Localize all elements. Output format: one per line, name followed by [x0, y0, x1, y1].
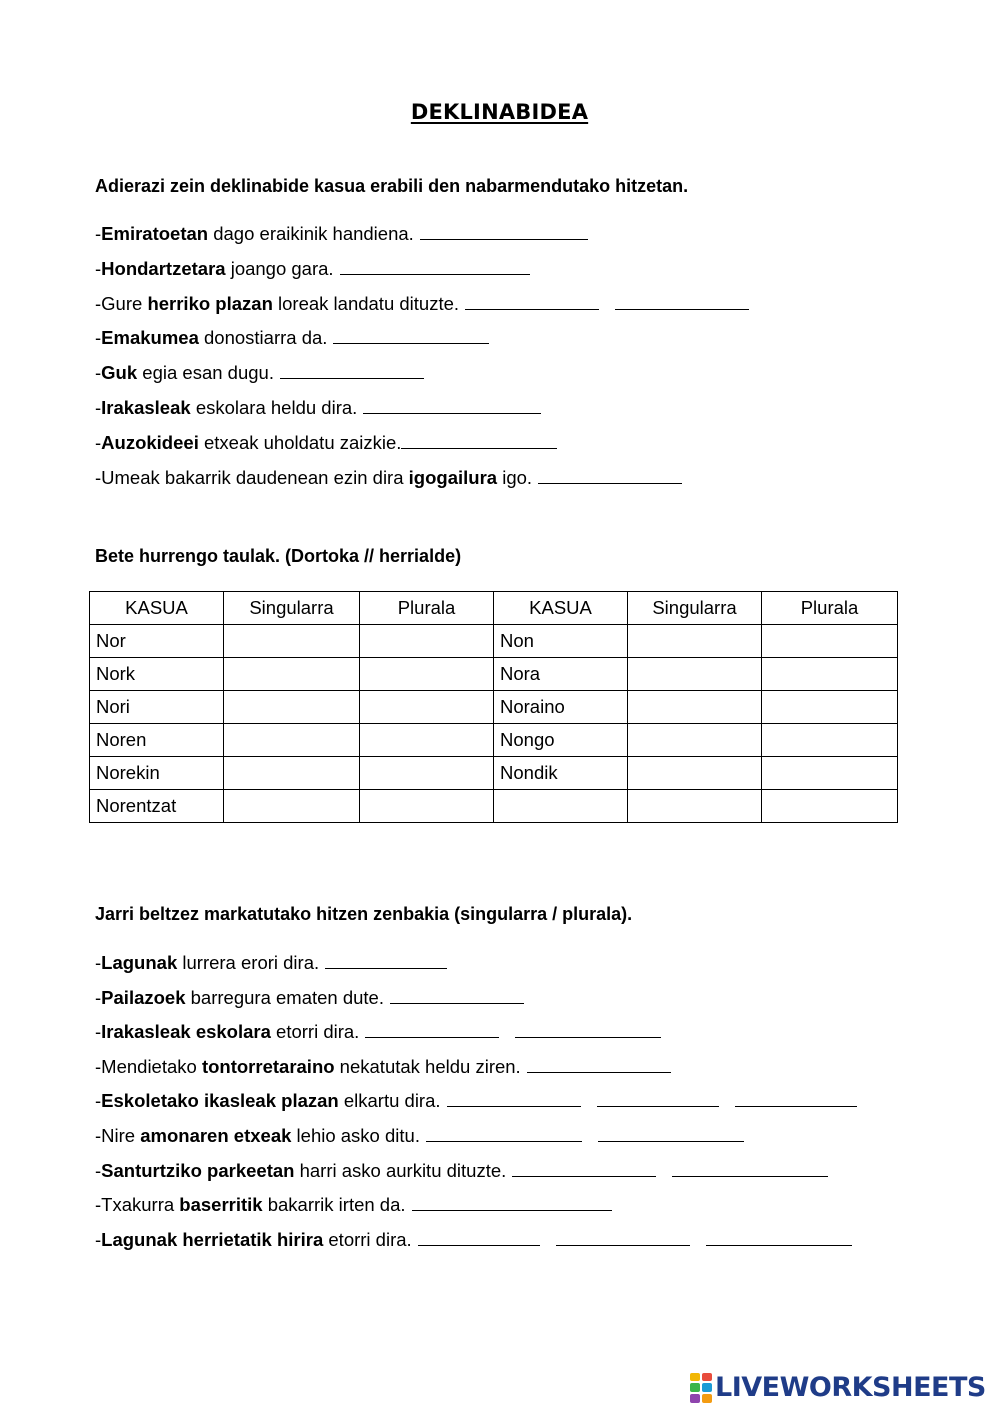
- singular-cell[interactable]: [224, 625, 360, 658]
- highlighted-word: Hondartzetara: [101, 257, 226, 279]
- sentence-text: -Txakurra: [95, 1194, 180, 1216]
- sentence-text: -: [95, 986, 102, 1008]
- exercise-line: [95, 1228, 852, 1251]
- answer-blank[interactable]: [615, 292, 749, 310]
- answer-blank[interactable]: [333, 326, 489, 344]
- highlighted-word: Lagunak herrietatik hirira: [101, 1228, 324, 1250]
- plural-cell[interactable]: [360, 790, 494, 823]
- section3-instruction: Jarri beltzez markatutako hitzen zenbakia (singularra / plurala).: [95, 904, 633, 924]
- highlighted-word: Emiratoetan: [101, 223, 209, 244]
- exercise-line: [95, 257, 530, 280]
- singular-cell[interactable]: [224, 724, 360, 757]
- empty-case-cell[interactable]: [494, 790, 628, 823]
- highlighted-word: Pailazoek: [101, 986, 186, 1008]
- case-name: Nork: [90, 658, 224, 691]
- highlighted-word: Guk: [101, 362, 138, 384]
- highlighted-word: Emakumea: [101, 327, 199, 349]
- exercise-line: [95, 326, 489, 349]
- exercise-line: [95, 222, 588, 245]
- highlighted-word: igogailura: [408, 466, 498, 488]
- case-name: Noren: [90, 724, 224, 757]
- highlighted-word: Eskoletako ikasleak plazan: [101, 1090, 339, 1112]
- exercise-line: [95, 361, 424, 384]
- table-row: [90, 625, 898, 658]
- declension-table: [89, 591, 898, 823]
- sentence-text: harri asko aurkitu dituzte.: [294, 1159, 507, 1181]
- answer-blank[interactable]: [365, 1020, 499, 1038]
- singular-cell[interactable]: [224, 691, 360, 724]
- case-name: Nori: [90, 691, 224, 724]
- highlighted-word: baserritik: [179, 1194, 263, 1216]
- sentence-text: -Gure: [95, 292, 148, 314]
- logo-text: LIVEWORKSHEETS: [715, 1372, 986, 1403]
- logo-tile: [702, 1373, 712, 1382]
- answer-blank[interactable]: [527, 1055, 671, 1073]
- case-name: Non: [494, 625, 628, 658]
- answer-blank[interactable]: [412, 1193, 612, 1211]
- header-case-1: KASUA: [90, 592, 224, 625]
- sentence-text: elkartu dira.: [338, 1090, 441, 1112]
- case-name: Nora: [494, 658, 628, 691]
- exercise-line: [95, 431, 557, 454]
- plural-cell[interactable]: [762, 625, 898, 658]
- exercise-line: [95, 292, 749, 315]
- singular-cell[interactable]: [628, 625, 762, 658]
- answer-blank[interactable]: [597, 1089, 719, 1107]
- answer-blank[interactable]: [390, 986, 524, 1004]
- plural-cell[interactable]: [762, 724, 898, 757]
- exercise-line: [95, 1159, 828, 1182]
- sentence-text: -: [95, 223, 102, 244]
- singular-cell[interactable]: [224, 790, 360, 823]
- answer-blank[interactable]: [325, 951, 447, 969]
- header-singular-2: Singularra: [628, 592, 762, 625]
- highlighted-word: Irakasleak eskolara: [101, 1021, 271, 1043]
- case-name: Norentzat: [90, 790, 224, 823]
- logo-tile: [690, 1373, 700, 1382]
- table-row: [90, 790, 898, 823]
- plural-cell[interactable]: [762, 658, 898, 691]
- plural-cell[interactable]: [360, 691, 494, 724]
- logo-tile: [690, 1383, 700, 1392]
- answer-blank[interactable]: [420, 222, 588, 240]
- sentence-text: -Nire: [95, 1125, 141, 1146]
- singular-cell[interactable]: [628, 790, 762, 823]
- answer-blank[interactable]: [426, 1124, 582, 1142]
- sentence-text: etorri dira.: [323, 1228, 412, 1250]
- highlighted-word: Lagunak: [101, 952, 178, 973]
- header-case-2: KASUA: [494, 592, 628, 625]
- highlighted-word: amonaren etxeak: [140, 1125, 292, 1146]
- sentence-text: -Mendietako: [95, 1055, 202, 1077]
- case-name: Norekin: [90, 757, 224, 790]
- table-row: [90, 691, 898, 724]
- sentence-text: barregura ematen dute.: [185, 986, 384, 1008]
- plural-cell[interactable]: [360, 724, 494, 757]
- exercise-line: [95, 466, 682, 489]
- header-plural-1: Plurala: [360, 592, 494, 625]
- singular-cell[interactable]: [628, 757, 762, 790]
- singular-cell[interactable]: [224, 658, 360, 691]
- plural-cell[interactable]: [762, 691, 898, 724]
- sentence-text: -: [95, 397, 102, 418]
- sentence-text: dago eraikinik handiena.: [208, 223, 414, 244]
- answer-blank[interactable]: [280, 361, 424, 379]
- answer-blank[interactable]: [735, 1089, 857, 1107]
- singular-cell[interactable]: [628, 724, 762, 757]
- highlighted-word: Santurtziko parkeetan: [101, 1159, 295, 1181]
- exercise-line: [95, 986, 524, 1009]
- exercise-line: [95, 1193, 612, 1216]
- table-header-row: [90, 592, 898, 625]
- sentence-text: lehio asko ditu.: [291, 1125, 420, 1146]
- sentence-text: -Umeak bakarrik daudenean ezin dira: [95, 466, 409, 488]
- sentence-text: etxeak uholdatu zaizkie.: [198, 431, 402, 453]
- plural-cell[interactable]: [762, 757, 898, 790]
- highlighted-word: Irakasleak: [101, 397, 191, 418]
- answer-blank[interactable]: [447, 1089, 581, 1107]
- highlighted-word: herriko plazan: [147, 292, 273, 314]
- case-name: Nongo: [494, 724, 628, 757]
- logo-tile: [690, 1394, 700, 1403]
- answer-blank[interactable]: [556, 1228, 690, 1246]
- sentence-text: etorri dira.: [270, 1021, 360, 1043]
- table-row: [90, 757, 898, 790]
- exercise-line: [95, 1055, 671, 1078]
- sentence-text: egia esan dugu.: [137, 362, 274, 384]
- logo-tile: [702, 1394, 712, 1403]
- sentence-text: -: [95, 362, 102, 384]
- sentence-text: -: [95, 327, 102, 349]
- case-name: Nor: [90, 625, 224, 658]
- answer-blank[interactable]: [363, 396, 541, 414]
- sentence-text: lurrera erori dira.: [177, 952, 320, 973]
- singular-cell[interactable]: [628, 691, 762, 724]
- sentence-text: -: [95, 1228, 102, 1250]
- sentence-text: bakarrik irten da.: [262, 1194, 406, 1216]
- sentence-text: -: [95, 1159, 102, 1181]
- singular-cell[interactable]: [628, 658, 762, 691]
- exercise-line: [95, 1089, 857, 1112]
- answer-blank[interactable]: [418, 1228, 540, 1246]
- section1-instruction: Adierazi zein deklinabide kasua erabili den nabarmendutako hitzetan.: [95, 176, 689, 196]
- sentence-text: loreak landatu dituzte.: [272, 292, 460, 314]
- header-singular-1: Singularra: [224, 592, 360, 625]
- answer-blank[interactable]: [340, 257, 530, 275]
- section2-instruction: Bete hurrengo taulak. (Dortoka // herrialde): [95, 546, 462, 566]
- case-name: Nondik: [494, 757, 628, 790]
- sentence-text: -: [95, 431, 102, 453]
- answer-blank[interactable]: [465, 292, 599, 310]
- table-row: [90, 724, 898, 757]
- table-row: [90, 658, 898, 691]
- plural-cell[interactable]: [360, 757, 494, 790]
- answer-blank[interactable]: [401, 431, 557, 449]
- answer-blank[interactable]: [538, 466, 682, 484]
- plural-cell[interactable]: [360, 625, 494, 658]
- page-title: DEKLINABIDEA: [410, 100, 589, 124]
- exercise-line: [95, 1020, 661, 1043]
- exercise-line: [95, 396, 541, 419]
- answer-blank[interactable]: [512, 1159, 656, 1177]
- logo-tile: [702, 1383, 712, 1392]
- sentence-text: -: [95, 257, 102, 279]
- exercise-line: [95, 951, 447, 974]
- sentence-text: -: [95, 952, 102, 973]
- exercise-line: [95, 1124, 744, 1147]
- sentence-text: nekatutak heldu ziren.: [334, 1055, 521, 1077]
- sentence-text: joango gara.: [225, 257, 334, 279]
- answer-blank[interactable]: [598, 1124, 744, 1142]
- sentence-text: -: [95, 1021, 102, 1043]
- plural-cell[interactable]: [762, 790, 898, 823]
- sentence-text: donostiarra da.: [198, 327, 328, 349]
- highlighted-word: Auzokideei: [101, 431, 199, 453]
- sentence-text: eskolara heldu dira.: [190, 397, 358, 418]
- sentence-text: -: [95, 1090, 102, 1112]
- singular-cell[interactable]: [224, 757, 360, 790]
- plural-cell[interactable]: [360, 658, 494, 691]
- answer-blank[interactable]: [672, 1159, 828, 1177]
- logo-icon: [690, 1373, 712, 1403]
- sentence-text: igo.: [497, 466, 533, 488]
- liveworksheets-logo: [690, 1372, 986, 1403]
- answer-blank[interactable]: [706, 1228, 852, 1246]
- header-plural-2: Plurala: [762, 592, 898, 625]
- answer-blank[interactable]: [515, 1020, 661, 1038]
- highlighted-word: tontorretaraino: [201, 1055, 335, 1077]
- case-name: Noraino: [494, 691, 628, 724]
